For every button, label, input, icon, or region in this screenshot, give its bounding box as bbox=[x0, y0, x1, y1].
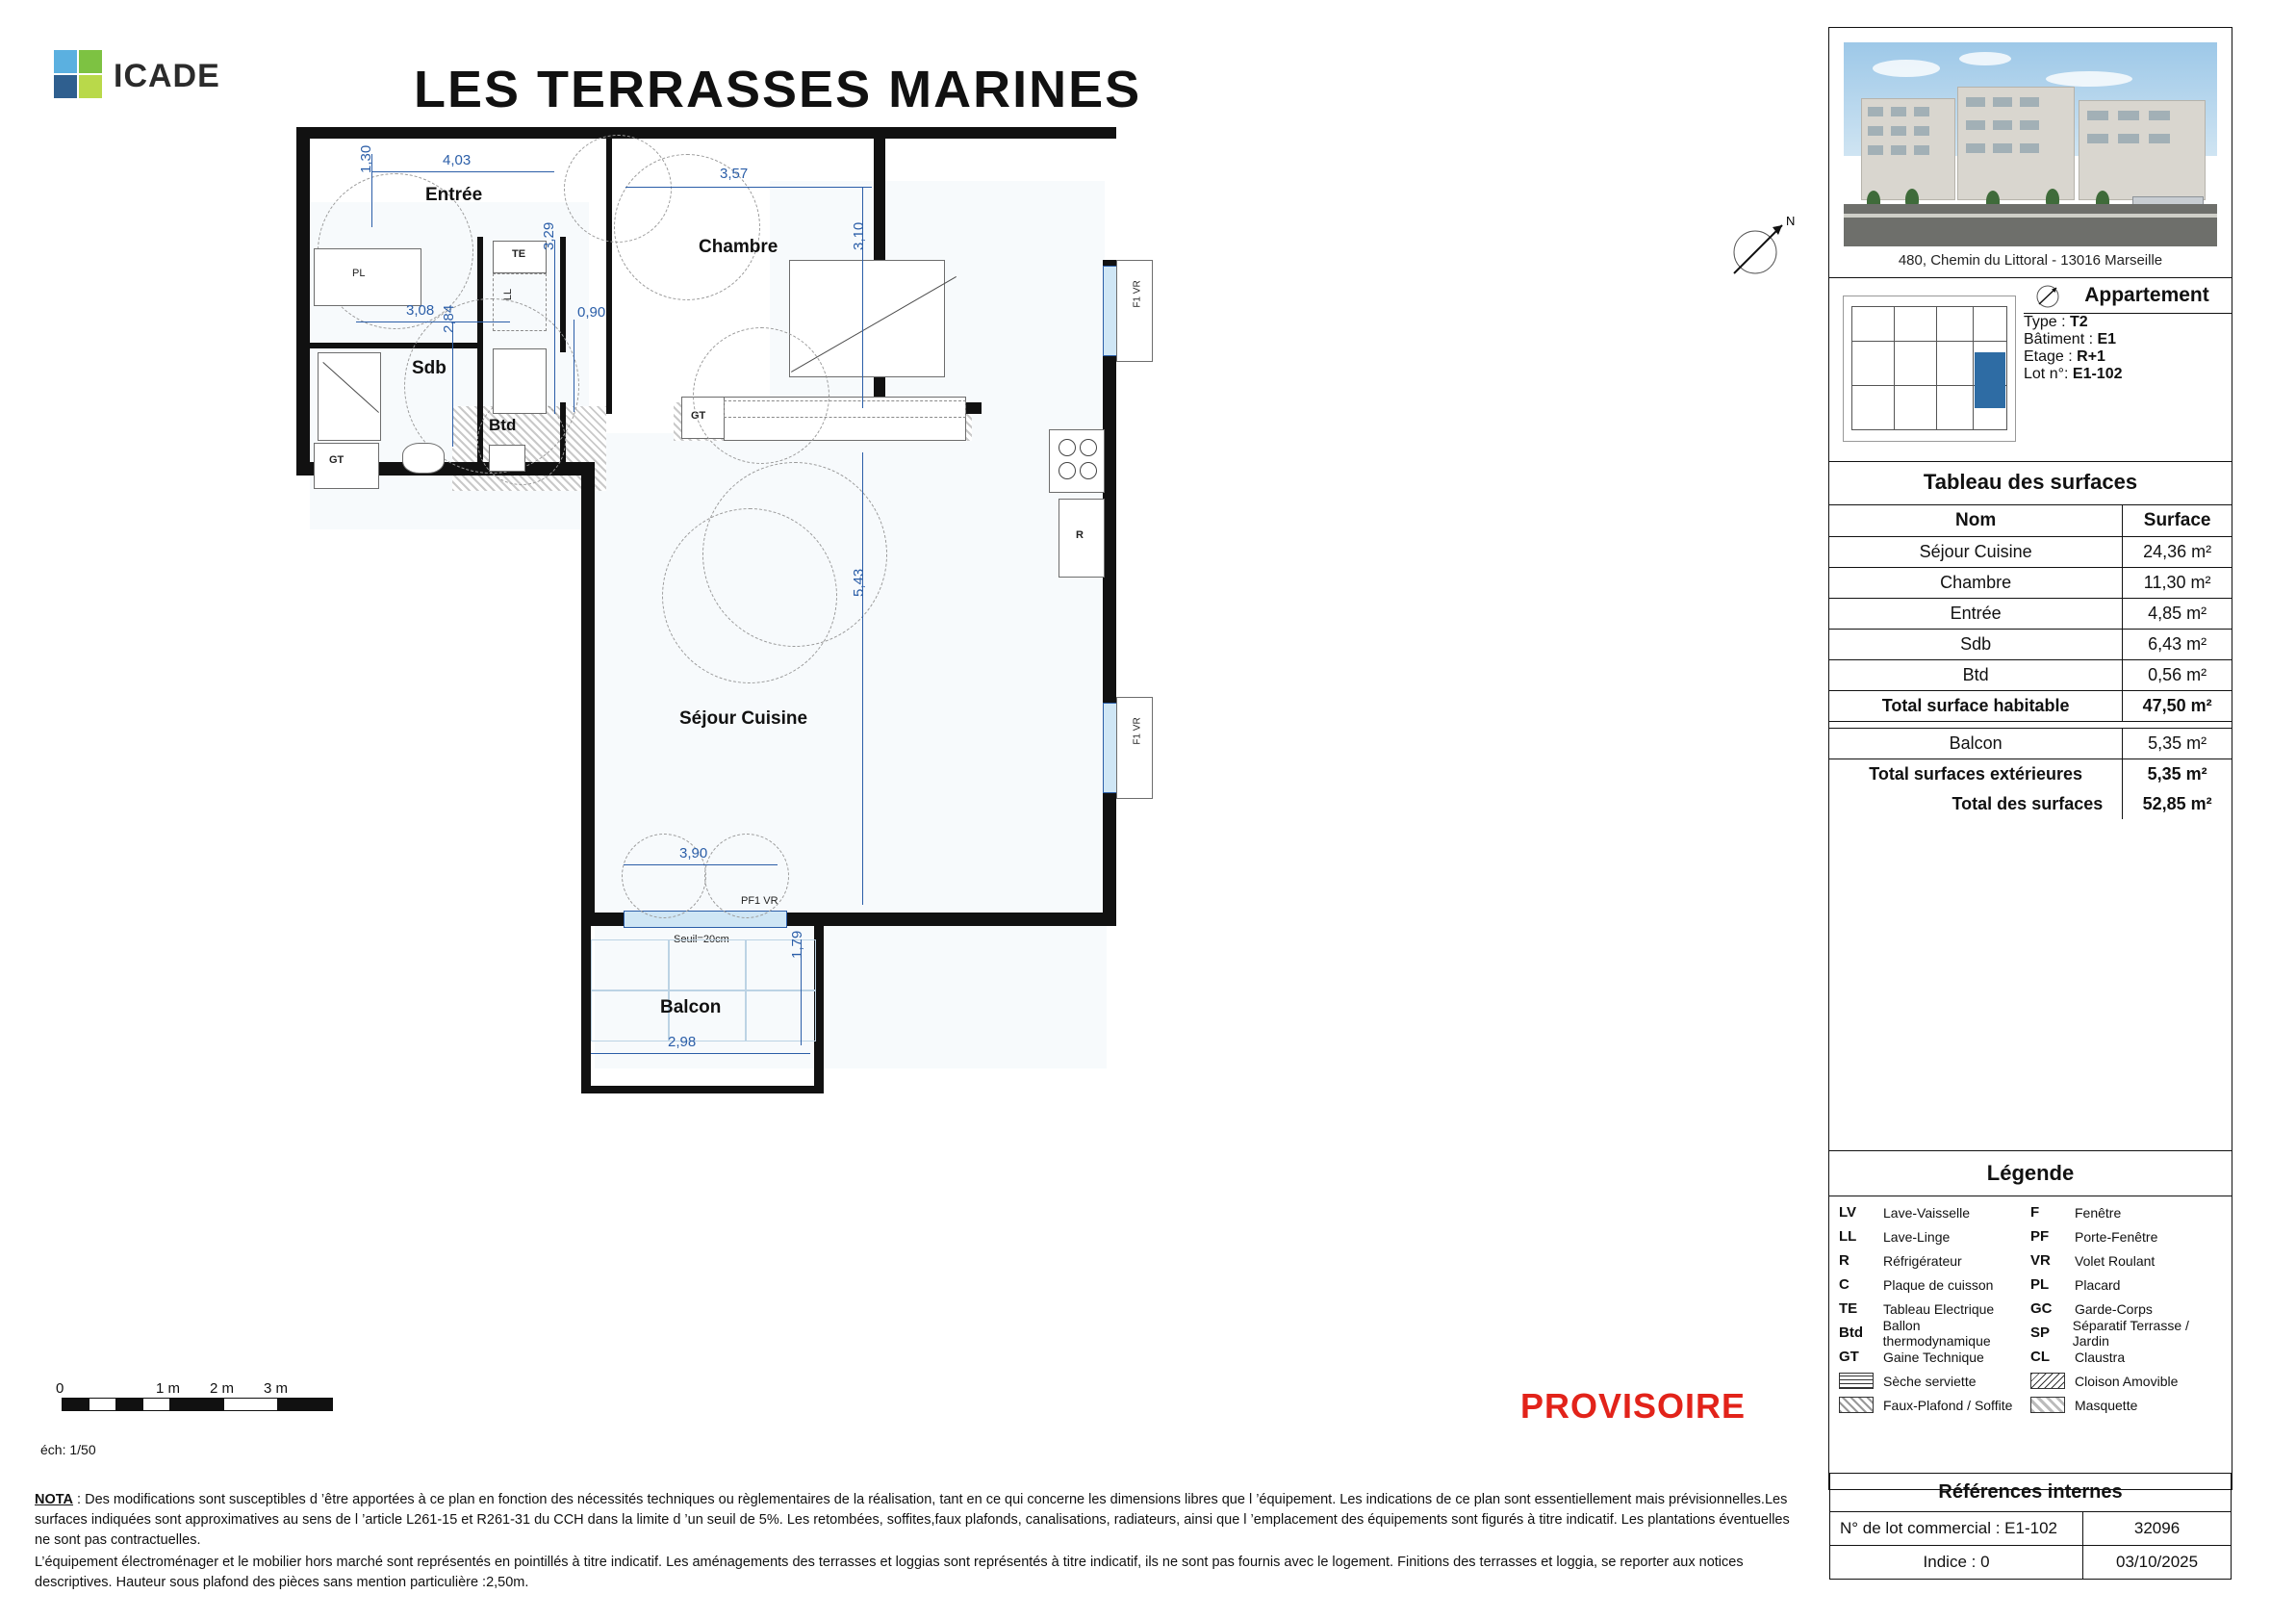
logo-mark bbox=[54, 50, 108, 104]
balcony-tile bbox=[745, 990, 816, 1041]
legend-desc: Fenêtre bbox=[2075, 1204, 2122, 1221]
legend-column-left bbox=[1839, 1200, 2030, 1417]
nota-text2: L’équipement électroménager et le mobilier hors marché sont représentés en pointillés à titre indicatif. Les aménagements des terrasses et loggias sont représentés à titre indicatif, ils ne sont pas fournis avec le logement. Finitions des terrasses et loggia, se reporter aux notices descriptives. Hauteur sous plafond des pièces sans mention particulière :2,50m. bbox=[35, 1555, 1744, 1591]
legend-title: Légende bbox=[1829, 1151, 2232, 1196]
label-gt-kitchen: GT bbox=[691, 410, 706, 422]
table-row bbox=[1829, 537, 2232, 568]
room-label-sdb: Sdb bbox=[412, 358, 446, 378]
total-all-value: 52,85 m² bbox=[2123, 789, 2232, 819]
wall-left bbox=[296, 127, 310, 474]
total-exterior-value: 5,35 m² bbox=[2123, 759, 2232, 790]
dim-entree-width: 4,03 bbox=[443, 152, 472, 168]
legend-desc: Claustra bbox=[2075, 1349, 2126, 1365]
faux-plafond-swatch-icon bbox=[1839, 1397, 1874, 1413]
legend-code: SP bbox=[2030, 1324, 2051, 1341]
total-all-row bbox=[1829, 789, 2232, 819]
surfaces-table bbox=[1829, 504, 2232, 819]
legend-item-seche-serviette bbox=[1839, 1369, 2030, 1393]
legend-desc: Plaque de cuisson bbox=[1883, 1276, 1994, 1293]
legend-desc: Masquette bbox=[2075, 1397, 2138, 1413]
balcony-tile bbox=[668, 939, 747, 991]
dim-line-sdb-d bbox=[452, 321, 453, 447]
legend-item-masquette bbox=[2030, 1393, 2222, 1417]
legend-code: TE bbox=[1839, 1300, 1858, 1317]
apt-field-etage bbox=[2024, 348, 2232, 366]
wall-right-lower bbox=[1103, 402, 1116, 926]
dim-line-sdb-w bbox=[356, 321, 510, 322]
project-address: 480, Chemin du Littoral - 13016 Marseille bbox=[1898, 252, 2163, 269]
label-pl: PL bbox=[352, 268, 366, 279]
legend-item bbox=[1839, 1248, 2030, 1273]
apt-field-lot bbox=[2024, 366, 2232, 383]
cooktop bbox=[1049, 429, 1105, 493]
legend-code: VR bbox=[2030, 1252, 2051, 1269]
apt-field-batiment-value: E1 bbox=[2097, 331, 2117, 347]
scale-tick-2: 2 m bbox=[210, 1380, 235, 1397]
apt-field-etage-label: Etage : bbox=[2024, 348, 2073, 365]
legend-desc: Ballon thermodynamique bbox=[1882, 1317, 1991, 1349]
legend-item bbox=[1839, 1345, 2030, 1369]
legend-desc: Faux-Plafond / Soffite bbox=[1883, 1397, 2013, 1413]
nota-block bbox=[35, 1490, 1805, 1593]
legend-desc: Placard bbox=[2075, 1276, 2121, 1293]
room-label-sejour: Séjour Cuisine bbox=[679, 708, 808, 729]
dim-chambre-depth: 3,10 bbox=[851, 221, 867, 250]
closet-pl bbox=[314, 248, 421, 306]
cloison-amovible-swatch-icon bbox=[2030, 1373, 2065, 1389]
dim-entree-depth: 1,30 bbox=[358, 144, 374, 173]
dim-sejour-window: 3,90 bbox=[679, 845, 708, 861]
legend-desc: Séparatif Terrasse / Jardin bbox=[2072, 1317, 2189, 1349]
legend-section bbox=[1829, 1150, 2232, 1425]
legend-code: Btd bbox=[1839, 1324, 1863, 1341]
total-exterior-row bbox=[1829, 759, 2232, 790]
balcony-tile bbox=[591, 990, 670, 1041]
burner-2 bbox=[1080, 439, 1097, 456]
legend-item bbox=[2030, 1345, 2222, 1369]
page-title: LES TERRASSES MARINES bbox=[414, 61, 1142, 118]
legend-item bbox=[2030, 1224, 2222, 1248]
icade-logo bbox=[54, 46, 285, 116]
dim-line-balcon-w bbox=[591, 1053, 810, 1054]
scale-caption: éch: 1/50 bbox=[40, 1442, 96, 1457]
dim-balcon-depth: 1,79 bbox=[789, 930, 805, 959]
furniture-arc-kitchen-2 bbox=[693, 327, 829, 464]
room-label-entree: Entrée bbox=[425, 185, 483, 205]
apt-field-lot-label: Lot n°: bbox=[2024, 366, 2069, 382]
table-row bbox=[1829, 568, 2232, 599]
surface-name: Séjour Cuisine bbox=[1829, 537, 2123, 568]
logo-wordmark: ICADE bbox=[114, 58, 220, 94]
dim-line-corridor bbox=[554, 241, 555, 414]
legend-item bbox=[2030, 1273, 2222, 1297]
apartment-section-title: Appartement bbox=[2024, 278, 2232, 314]
total-habitable-row bbox=[1829, 691, 2232, 722]
surface-name: Entrée bbox=[1829, 599, 2123, 630]
dim-chambre-width: 3,57 bbox=[720, 166, 749, 182]
legend-item bbox=[2030, 1317, 2222, 1349]
surface-name: Btd bbox=[1829, 660, 2123, 691]
burner-3 bbox=[1059, 462, 1076, 479]
surfaces-section bbox=[1829, 460, 2232, 819]
legend-code: LV bbox=[1839, 1204, 1857, 1221]
balcony-tile bbox=[591, 939, 670, 991]
legend-item-faux-plafond bbox=[1839, 1393, 2030, 1417]
legend-item bbox=[1839, 1224, 2030, 1248]
legend-code: CL bbox=[2030, 1349, 2050, 1365]
legend-item bbox=[2030, 1200, 2222, 1224]
svg-text:N: N bbox=[1786, 214, 1796, 228]
label-gt-sdb: GT bbox=[329, 454, 344, 466]
masquette-swatch-icon bbox=[2030, 1397, 2065, 1413]
wall-balcony-left bbox=[581, 926, 591, 1092]
reference-lot-label: N° de lot commercial : E1-102 bbox=[1840, 1519, 2057, 1537]
surface-value: 24,36 m² bbox=[2123, 537, 2232, 568]
vanity-sink bbox=[314, 443, 379, 489]
reference-lot-value: 32096 bbox=[2082, 1512, 2231, 1545]
table-row bbox=[1829, 630, 2232, 660]
surface-value: 0,56 m² bbox=[2123, 660, 2232, 691]
reference-row-indice bbox=[1830, 1546, 2231, 1579]
total-exterior-label: Total surfaces extérieures bbox=[1829, 759, 2123, 790]
label-r: R bbox=[1076, 529, 1084, 541]
dim-btd-gap: 0,90 bbox=[577, 304, 606, 321]
surface-value: 6,43 m² bbox=[2123, 630, 2232, 660]
apt-field-type-value: T2 bbox=[2070, 314, 2088, 330]
legend-code: F bbox=[2030, 1204, 2040, 1221]
dim-sdb-width: 3,08 bbox=[406, 302, 435, 319]
total-habitable-value: 47,50 m² bbox=[2123, 691, 2232, 722]
surface-value: 11,30 m² bbox=[2123, 568, 2232, 599]
window-chambre-frame bbox=[1116, 260, 1153, 362]
legend-code: GT bbox=[1839, 1349, 1859, 1365]
apt-field-type-label: Type : bbox=[2024, 314, 2066, 330]
reference-row-lot bbox=[1830, 1512, 2231, 1546]
door-arc-entry-main bbox=[564, 135, 672, 243]
legend-desc: Réfrigérateur bbox=[1883, 1252, 1962, 1269]
scale-tick-1: 1 m bbox=[156, 1380, 181, 1397]
total-all-label: Total des surfaces bbox=[1952, 794, 2104, 813]
seche-serviette-swatch-icon bbox=[1839, 1373, 1874, 1389]
btd-tank bbox=[489, 445, 525, 472]
legend-code: PL bbox=[2030, 1276, 2050, 1293]
surface-value: 5,35 m² bbox=[2123, 729, 2232, 759]
scale-tick-0: 0 bbox=[56, 1380, 64, 1397]
label-seuil: Seuil=20cm bbox=[674, 934, 729, 945]
provisoire-stamp: PROVISOIRE bbox=[1520, 1386, 1747, 1426]
legend-code: PF bbox=[2030, 1228, 2050, 1245]
apt-field-batiment-label: Bâtiment : bbox=[2024, 331, 2094, 347]
room-label-chambre: Chambre bbox=[699, 237, 778, 257]
surfaces-col-value: Surface bbox=[2123, 505, 2232, 537]
legend-code: C bbox=[1839, 1276, 1850, 1293]
burner-4 bbox=[1080, 462, 1097, 479]
room-label-btd: Btd bbox=[489, 416, 517, 434]
total-habitable-label: Total surface habitable bbox=[1829, 691, 2123, 722]
legend-item bbox=[1839, 1273, 2030, 1297]
apartment-section bbox=[1829, 277, 2232, 462]
room-label-balcon: Balcon bbox=[660, 997, 722, 1017]
legend-desc: Gaine Technique bbox=[1883, 1349, 1984, 1365]
legend-item bbox=[1839, 1317, 2030, 1349]
surface-value: 4,85 m² bbox=[2123, 599, 2232, 630]
dim-line-chambre-d bbox=[862, 187, 863, 408]
legend-code: R bbox=[1839, 1252, 1850, 1269]
dim-sdb-depth: 2,84 bbox=[441, 304, 457, 333]
floor-plan bbox=[289, 144, 1790, 1444]
legend-item bbox=[1839, 1200, 2030, 1224]
legend-code: LL bbox=[1839, 1228, 1857, 1245]
scale-bar bbox=[40, 1380, 406, 1407]
dim-line-sejour-d bbox=[862, 452, 863, 905]
window-sejour-frame bbox=[1116, 697, 1153, 799]
references-section bbox=[1829, 1473, 2232, 1580]
label-ll: LL bbox=[502, 288, 515, 301]
legend-desc: Lave-Vaisselle bbox=[1883, 1204, 1971, 1221]
window-sejour-label: F1 VR bbox=[1132, 717, 1143, 745]
dim-line-sejour-window bbox=[624, 864, 778, 865]
label-pf-vr: PF1 VR bbox=[741, 895, 778, 907]
reference-indice-value: 03/10/2025 bbox=[2082, 1546, 2231, 1579]
apt-field-type bbox=[2024, 314, 2232, 331]
table-spacer bbox=[1829, 722, 2232, 729]
dim-line-chambre-w bbox=[625, 187, 872, 188]
furniture-arc-sejour-1 bbox=[662, 508, 837, 683]
legend-item-cloison-amovible bbox=[2030, 1369, 2222, 1393]
surface-name: Sdb bbox=[1829, 630, 2123, 660]
sdb-cabinet bbox=[493, 348, 547, 414]
legend-desc: Tableau Electrique bbox=[1883, 1300, 1995, 1317]
wall-mid-vertical bbox=[581, 462, 595, 924]
legend-desc: Lave-Linge bbox=[1883, 1228, 1951, 1245]
wc bbox=[402, 443, 445, 474]
legend-desc: Porte-Fenêtre bbox=[2075, 1228, 2158, 1245]
apt-field-batiment bbox=[2024, 331, 2232, 348]
surface-name: Chambre bbox=[1829, 568, 2123, 599]
dim-corridor: 3,29 bbox=[541, 221, 557, 250]
legend-item bbox=[2030, 1248, 2222, 1273]
building-key-plan bbox=[1843, 296, 2016, 442]
project-render-image bbox=[1844, 42, 2217, 246]
door-arc-pf-right bbox=[704, 834, 789, 918]
wall-chambre-top bbox=[874, 127, 1116, 139]
dim-balcon-width: 2,98 bbox=[668, 1034, 697, 1050]
nota-text: : Des modifications sont susceptibles d ’être apportées à ce plan en fonction des nécessités techniques ou règlementaires de la réalisation, tant en ce qui concerne les dimensions libres que l ’équipement. Les indications de ce plan sont essentiellement mais prévisionnelles.Les surfaces indiquées sont approximatives au sens de l ’article L261-15 et R261-31 du CCH dans la limite d ’un seuil de 5%. Les retombées, soffites,faux plafonds, canalisations, radiateurs, ainsi que l ’emplacement des équipements sont figurés à titre indicatif. Les plantations éventuelles ne sont pas contractuelles. bbox=[35, 1492, 1790, 1549]
legend-desc: Garde-Corps bbox=[2075, 1300, 2153, 1317]
nota-prefix: NOTA bbox=[35, 1492, 74, 1507]
legend-column-right bbox=[2030, 1200, 2222, 1417]
reference-indice-label: Indice : 0 bbox=[1923, 1553, 1990, 1571]
legend-desc: Cloison Amovible bbox=[2075, 1373, 2179, 1389]
wall-balcony-bottom bbox=[581, 1086, 824, 1093]
apt-field-lot-value: E1-102 bbox=[2072, 366, 2123, 382]
scale-tick-3: 3 m bbox=[264, 1380, 289, 1397]
dim-sejour-depth: 5,43 bbox=[851, 568, 867, 597]
label-te: TE bbox=[512, 248, 526, 260]
key-plan-compass-icon bbox=[2031, 280, 2064, 313]
wall-top bbox=[296, 127, 880, 139]
legend-desc: Volet Roulant bbox=[2075, 1252, 2156, 1269]
burner-1 bbox=[1059, 439, 1076, 456]
surfaces-header-row bbox=[1829, 505, 2232, 537]
table-row bbox=[1829, 729, 2232, 759]
surfaces-col-name: Nom bbox=[1829, 505, 2123, 537]
apt-field-etage-value: R+1 bbox=[2077, 348, 2105, 365]
legend-code: GC bbox=[2030, 1300, 2053, 1317]
table-row bbox=[1829, 599, 2232, 630]
dim-line-entree-w bbox=[371, 171, 554, 172]
washing-machine-ll bbox=[493, 273, 547, 331]
legend-desc: Sèche serviette bbox=[1883, 1373, 1977, 1389]
table-row bbox=[1829, 660, 2232, 691]
surfaces-title: Tableau des surfaces bbox=[1923, 470, 2138, 494]
surface-name: Balcon bbox=[1829, 729, 2123, 759]
window-chambre-label: F1 VR bbox=[1132, 280, 1143, 308]
references-title: Références internes bbox=[1830, 1474, 2231, 1512]
